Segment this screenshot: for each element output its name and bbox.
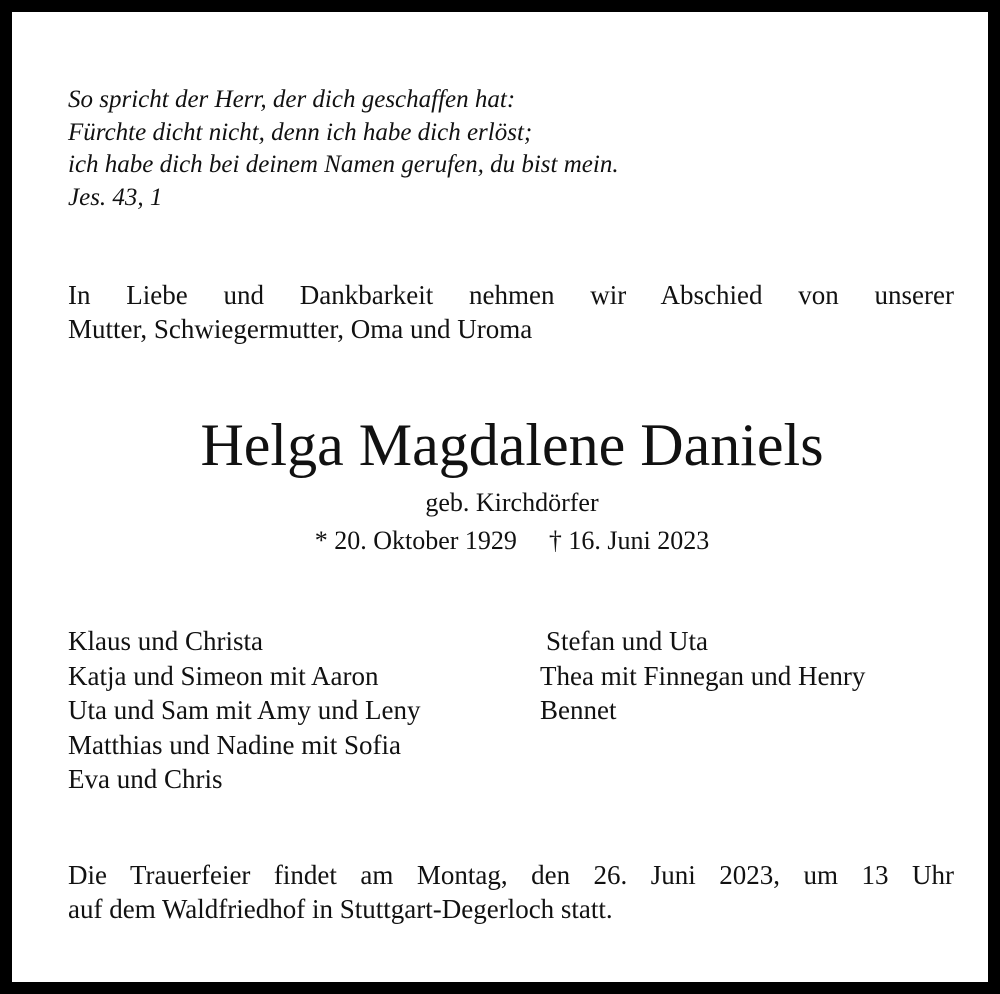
intro-line: Mutter, Schwiegermutter, Oma und Uroma — [68, 314, 533, 344]
verse-line: ich habe dich bei deinem Namen gerufen, du bist mein. — [68, 151, 619, 178]
family-entry: Uta und Sam mit Amy und Leny — [68, 695, 421, 725]
life-dates — [68, 524, 956, 558]
family-entry: Thea mit Finnegan und Henry — [540, 660, 866, 691]
farewell-intro — [68, 278, 954, 346]
birth-date: * 20. Oktober 1929 — [314, 526, 517, 555]
verse-reference: Jes. 43, 1 — [68, 183, 163, 211]
intro-line: In Liebe und Dankbarkeit nehmen wir Abschied von unserer — [68, 280, 954, 310]
family-entry: Matthias und Nadine mit Sofia — [68, 729, 401, 760]
funeral-line: auf dem Waldfriedhof in Stuttgart-Degerloch statt. — [68, 894, 613, 924]
family-entry: Eva und Chris — [68, 764, 223, 794]
family-list-left — [68, 624, 420, 797]
verse-line: Fürchte dicht nicht, denn ich habe dich erlöst; — [68, 118, 533, 146]
funeral-notice — [68, 858, 954, 926]
deceased-name: Helga Magdalene Daniels — [200, 412, 824, 478]
family-entry: Stefan und Uta — [546, 626, 708, 656]
family-entry: Bennet — [540, 695, 617, 725]
family-entry: Katja und Simeon mit Aaron — [68, 660, 379, 691]
funeral-line: Die Trauerfeier findet am Montag, den 26. Juni 2023, um 13 Uhr — [68, 860, 954, 890]
maiden-name: geb. Kirchdörfer — [425, 488, 599, 517]
bible-verse — [68, 84, 619, 214]
verse-line: So spricht der Herr, der dich geschaffen hat: — [68, 86, 516, 113]
family-entry: Klaus und Christa — [68, 626, 263, 656]
death-date: † 16. Juni 2023 — [548, 526, 710, 555]
family-list-right — [540, 624, 865, 728]
